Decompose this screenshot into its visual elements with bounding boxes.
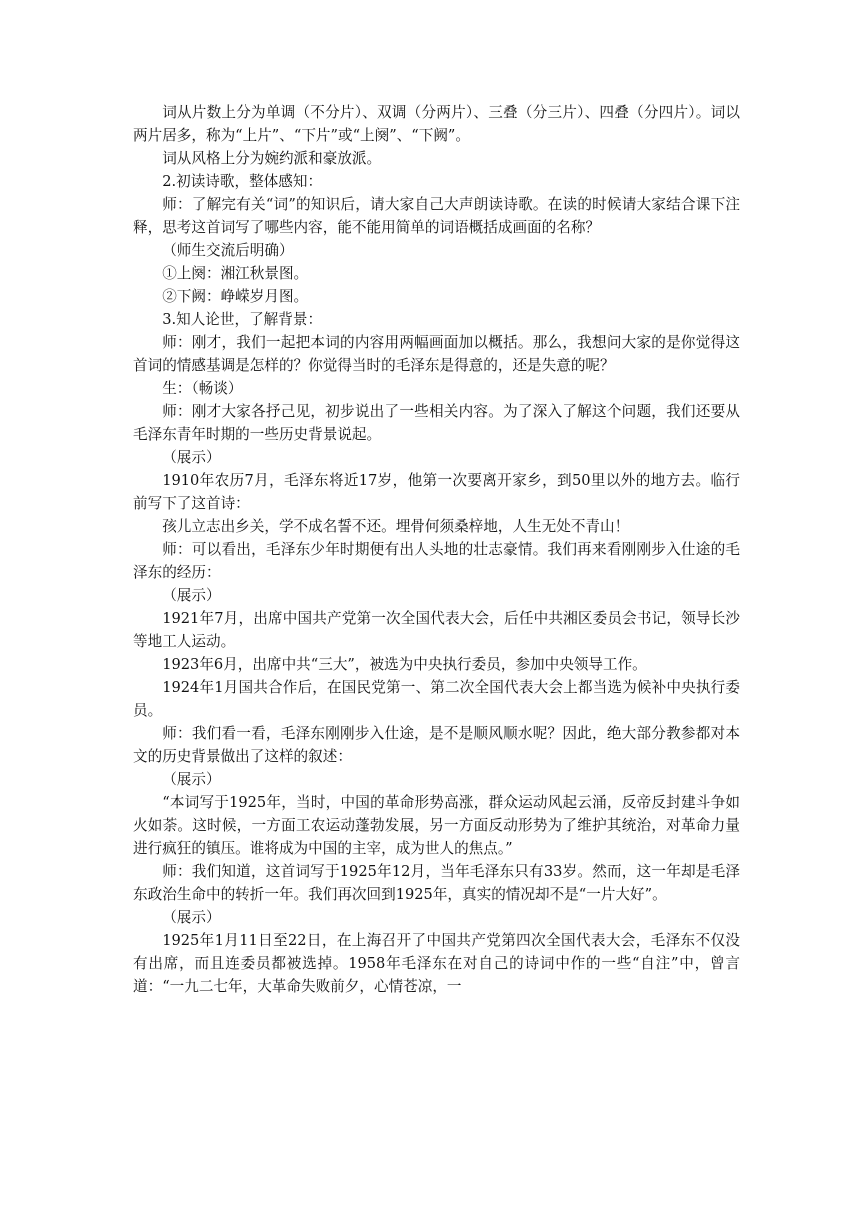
paragraph-student-talk: 生：（畅谈） bbox=[162, 380, 243, 397]
paragraph-show-2: （展示） bbox=[162, 587, 221, 604]
list-item-shangque: ①上阕：湘江秋景图。 bbox=[162, 265, 309, 282]
paragraph-teacher-1925: 师：我们知道，这首词写于1925年12月，当年毛泽东只有33岁。然而，这一年却是毛泽东政治生命中的转折一年。我们再次回到1925年，真实的情况却不是“一片大好”。 bbox=[133, 863, 740, 903]
paragraph-show-1: （展示） bbox=[162, 449, 221, 466]
paragraph-poem: 孩儿立志出乡关，学不成名誓不还。埋骨何须桑梓地，人生无处不青山！ bbox=[162, 518, 630, 535]
paragraph-1925-congress: 1925年1月11日至22日，在上海召开了中国共产党第四次全国代表大会，毛泽东不仅没有出席，而且连委员都被选掉。1958年毛泽东在对自己的诗词中作的一些“自注”中，曾言道：“一九二七年，大革命失败前夕，心情苍凉，一 bbox=[133, 932, 740, 995]
paragraph-teacher-ambition: 师：可以看出，毛泽东少年时期便有出人头地的壮志豪情。我们再来看刚刚步入仕途的毛泽东的经历： bbox=[133, 541, 740, 581]
paragraph-show-4: （展示） bbox=[162, 909, 221, 926]
paragraph-teacher-read: 师：了解完有关“词”的知识后，请大家自己大声朗读诗歌。在读的时候请大家结合课下注释，思考这首词写了哪些内容，能不能用简单的词语概括成画面的名称？ bbox=[133, 196, 740, 236]
paragraph-1923: 1923年6月，出席中共“三大”，被选为中央执行委员，参加中央领导工作。 bbox=[162, 656, 647, 673]
paragraph-exchange-note: （师生交流后明确） bbox=[162, 242, 294, 259]
paragraph-teacher-career: 师：我们看一看，毛泽东刚刚步入仕途，是不是顺风顺水呢？因此，绝大部分教参都对本文的历史背景做出了这样的叙述： bbox=[133, 725, 740, 765]
document-body bbox=[133, 101, 740, 998]
paragraph-1910: 1910年农历7月，毛泽东将近17岁，他第一次要离开家乡，到50里以外的地方去。临行前写下了这首诗： bbox=[133, 472, 740, 512]
paragraph-teacher-question: 师：刚才，我们一起把本词的内容用两幅画面加以概括。那么，我想问大家的是你觉得这首词的情感基调是怎样的？你觉得当时的毛泽东是得意的，还是失意的呢？ bbox=[133, 334, 740, 374]
paragraph-show-3: （展示） bbox=[162, 771, 221, 788]
paragraph-ci-fengge: 词从风格上分为婉约派和豪放派。 bbox=[162, 150, 382, 167]
section-heading-zhiren: 3.知人论世，了解背景： bbox=[162, 311, 323, 328]
paragraph-1921: 1921年7月，出席中国共产党第一次全国代表大会，后任中共湘区委员会书记，领导长沙等地工人运动。 bbox=[133, 610, 740, 650]
section-heading-chudu: 2.初读诗歌，整体感知： bbox=[162, 173, 323, 190]
paragraph-ci-pianshu: 词从片数上分为单调（不分片）、双调（分两片）、三叠（分三片）、四叠（分四片）。词以两片居多，称为“上片”、“下片”或“上阕”、“下阙”。 bbox=[133, 104, 740, 144]
paragraph-teacher-background: 师：刚才大家各抒己见，初步说出了一些相关内容。为了深入了解这个问题，我们还要从毛泽东青年时期的一些历史背景说起。 bbox=[133, 403, 740, 443]
list-item-xiaque: ②下阙：峥嵘岁月图。 bbox=[162, 288, 309, 305]
paragraph-1924: 1924年1月国共合作后，在国民党第一、第二次全国代表大会上都当选为候补中央执行委员。 bbox=[133, 679, 740, 719]
paragraph-quote-1925: “本词写于1925年，当时，中国的革命形势高涨，群众运动风起云涌，反帝反封建斗争如火如荼。这时候，一方面工农运动蓬勃发展，另一方面反动形势为了维护其统治，对革命力量进行疯狂的镇压。谁将成为中国的主宰，成为世人的焦点。” bbox=[133, 794, 740, 857]
